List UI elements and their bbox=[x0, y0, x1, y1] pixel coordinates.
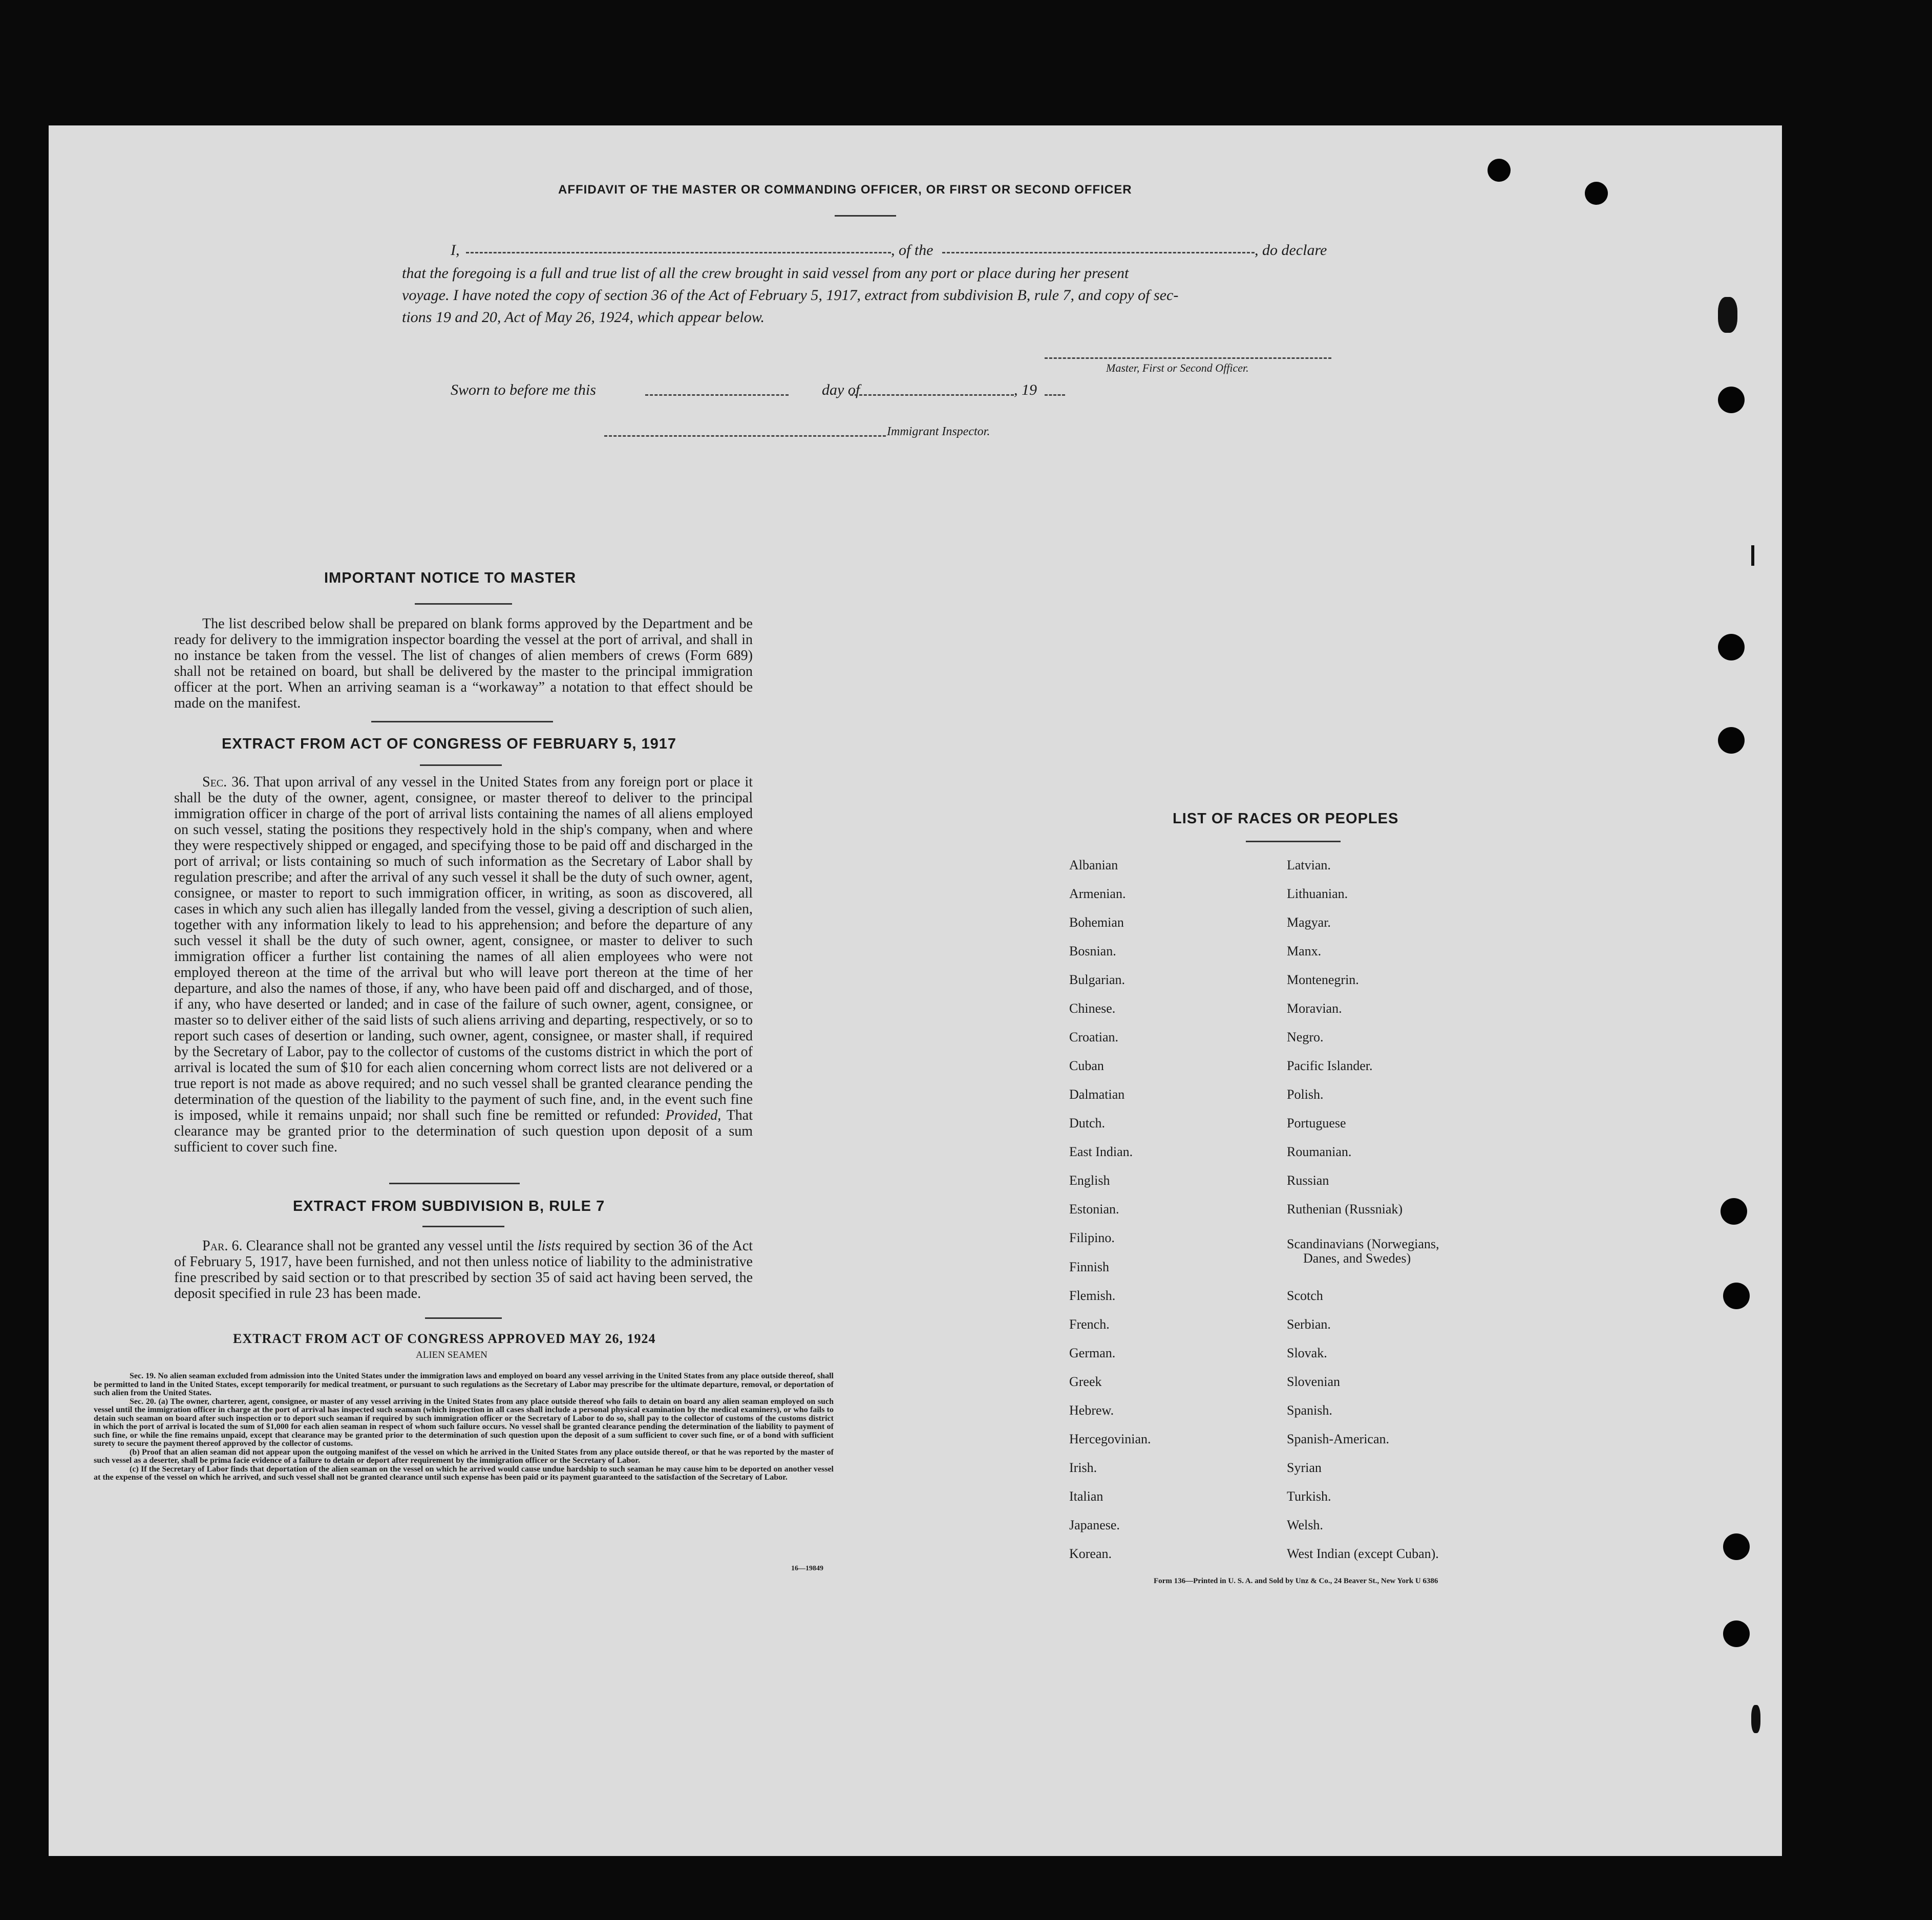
race-item: Scandinavians (Norwegians, bbox=[1287, 1236, 1439, 1251]
race-item: Pacific Islander. bbox=[1287, 1058, 1373, 1073]
section-19: Sec. 19. No alien seaman excluded from admission into the United States under the immigration laws and employed on board any vessel arriving in the United States from any place outside thereof, shall be permitted to land in the United States, except temporarily for medical treatment, or pursuant to such regulations as the Secretary of Labor may prescribe for the ultimate departure, removal, or deportation of such alien from the United States. bbox=[94, 1372, 834, 1397]
race-item: Filipino. bbox=[1069, 1230, 1115, 1245]
race-item: Danes, and Swedes) bbox=[1303, 1251, 1411, 1266]
race-item: Roumanian. bbox=[1287, 1144, 1352, 1159]
year-text: , 19 bbox=[1014, 381, 1037, 398]
race-item: Bohemian bbox=[1069, 915, 1124, 930]
race-item: Syrian bbox=[1287, 1460, 1322, 1475]
notice-title: IMPORTANT NOTICE TO MASTER bbox=[324, 570, 577, 586]
divider bbox=[420, 764, 502, 766]
inspector-line bbox=[604, 435, 886, 437]
divider bbox=[422, 1226, 504, 1227]
punch-hole bbox=[1585, 182, 1608, 205]
edge-mark bbox=[1718, 297, 1737, 333]
race-item: Chinese. bbox=[1069, 1001, 1116, 1016]
race-item: Bosnian. bbox=[1069, 944, 1116, 958]
race-item: Slovak. bbox=[1287, 1346, 1327, 1360]
race-item: Manx. bbox=[1287, 944, 1322, 958]
affidavit-line2: that the foregoing is a full and true list of all the crew brought in said vessel from any port or place during her present bbox=[402, 265, 1129, 282]
edge-mark bbox=[1751, 1705, 1760, 1733]
race-item: Portuguese bbox=[1287, 1116, 1346, 1130]
race-item: Lithuanian. bbox=[1287, 886, 1348, 901]
race-item: Finnish bbox=[1069, 1260, 1110, 1274]
punch-hole bbox=[1721, 1198, 1747, 1225]
divider bbox=[835, 215, 896, 217]
race-item: Armenian. bbox=[1069, 886, 1126, 901]
punch-hole bbox=[1488, 159, 1511, 182]
race-item: Polish. bbox=[1287, 1087, 1324, 1102]
race-item: Russian bbox=[1287, 1173, 1329, 1188]
race-item: Korean. bbox=[1069, 1546, 1112, 1561]
punch-hole bbox=[1723, 1283, 1750, 1309]
extract-1917-text bbox=[174, 774, 753, 1155]
affidavit-line4: tions 19 and 20, Act of May 26, 1924, which appear below. bbox=[402, 309, 765, 326]
race-item: Montenegrin. bbox=[1287, 972, 1359, 987]
race-item: Negro. bbox=[1287, 1030, 1324, 1044]
race-item: Estonian. bbox=[1069, 1202, 1119, 1217]
extract-1924-title: EXTRACT FROM ACT OF CONGRESS APPROVED MAY 26, 1924 bbox=[233, 1331, 656, 1346]
race-item: Irish. bbox=[1069, 1460, 1097, 1475]
divider bbox=[415, 603, 512, 605]
affidavit-of-the: , of the bbox=[891, 242, 933, 259]
affidavit-title: AFFIDAVIT OF THE MASTER OR COMMANDING OFFICER, OR FIRST OR SECOND OFFICER bbox=[558, 183, 1132, 197]
day-of-text: day of bbox=[822, 381, 860, 398]
rule7-body-a: Clearance shall not be granted any vessel until the bbox=[246, 1238, 534, 1254]
race-item: Flemish. bbox=[1069, 1288, 1116, 1303]
form-code: 16—19849 bbox=[791, 1565, 823, 1572]
divider bbox=[389, 1183, 520, 1184]
master-signature-label: Master, First or Second Officer. bbox=[1106, 361, 1249, 374]
punch-hole bbox=[1718, 727, 1745, 754]
race-item: Welsh. bbox=[1287, 1518, 1323, 1532]
race-item: Slovenian bbox=[1287, 1374, 1340, 1389]
provided-word: Provided, bbox=[665, 1107, 721, 1123]
race-item: Scotch bbox=[1287, 1288, 1323, 1303]
race-item: Cuban bbox=[1069, 1058, 1104, 1073]
notice-text: The list described below shall be prepared on blank forms approved by the Department and be ready for delivery to the immigration inspector boarding the vessel at the port of arrival, and shall in no instance be taken from the vessel. The list of changes of alien members of crews (Form 689) shall not be retained on board, but shall be delivered by the master to the principal immigration officer at the port. When an arriving seaman is a “workaway” a notation to that effect should be made on the manifest. bbox=[174, 616, 753, 711]
race-item: Spanish. bbox=[1287, 1403, 1332, 1418]
races-title: LIST OF RACES OR PEOPLES bbox=[1173, 810, 1399, 827]
rule7-body-b: required by section 36 of the Act of February 5, 1917, have been furnished, and not then unless notice of liability to the administrative fine prescribed by said section or to that prescribed by section 35 of said act having been served, the deposit specified in rule 23 has been made. bbox=[174, 1238, 753, 1302]
edge-mark bbox=[1751, 545, 1754, 566]
section-36-body: That upon arrival of any vessel in the United States from any foreign port or place it shall be the duty of the owner, agent, consignee, or master thereof to deliver to the principal immigration officer in charge of the port of arrival lists containing the names of all aliens employed on such vessel, stating the positions they respectively hold in the ship's company, when and where they were respectively shipped or engaged, and specifying those to be paid off and discharged in the port of arrival; or lists containing so much of such information as the Secretary of Labor shall by regulation prescribe; and after the arrival of any such vessel it shall be the duty of such owner, agent, consignee, or master to report to such immigration officer, in writing, as soon as discovered, all cases in which any such alien has illegally landed from the vessel, giving a description of such alien, together with any information likely to lead to his apprehension; and before the departure of any such vessel it shall be the duty of such owner, agent, consignee, or master to deliver to such immigration officer a further list containing the names of all alien employees who were not employed thereon at the time of the arrival but who will leave port thereon at the time of her departure, and also the names of those, if any, who have been paid off and discharged, and of those, if any, who have deserted or landed; and in case of the failure of such owner, agent, consignee, or master so to deliver either of the said lists of such aliens arriving and departing, respectively, or so to report such cases of desertion or landing, such owner, agent, consignee, or master shall, if required by the Secretary of Labor, pay to the collector of customs of the customs district in which the port of arrival is located the sum of $10 for each alien concerning whom correct lists are not delivered or a true report is not made as above required; and no such vessel shall be granted clearance pending the determination of the question of the liability to the payment of such fine, and, in the event such fine is imposed, while it remains unpaid; nor shall such fine be remitted or refunded: bbox=[174, 774, 753, 1123]
race-item: Bulgarian. bbox=[1069, 972, 1126, 987]
race-item: Ruthenian (Russniak) bbox=[1287, 1202, 1403, 1217]
extract-1924-subtitle: ALIEN SEAMEN bbox=[416, 1350, 487, 1360]
punch-hole bbox=[1723, 1533, 1750, 1560]
race-item: Dalmatian bbox=[1069, 1087, 1125, 1102]
rule7-title: EXTRACT FROM SUBDIVISION B, RULE 7 bbox=[293, 1198, 605, 1214]
section-20a: Sec. 20. (a) The owner, charterer, agent, consignee, or master of any vessel arriving in the United States from any place outside thereof who fails to detain on board any alien seaman employed on such vessel until the immigration officer in charge at the port of arrival has inspected such seaman (which inspection in all cases shall include a personal physical examination by the medical examiners), or who fails to detain such seaman on board after such inspection or to deport such seaman if required by such immigration officer or the Secretary of Labor to do so, shall pay to the collector of customs of the customs district in which the port of arrival is located the sum of $1,000 for each alien seaman in respect of whom such failure occurs. No vessel shall be granted clearance pending the determination of the liability to payment of such fine, or while the fine remains unpaid, except that clearance may be granted prior to the determination of such question upon the deposit of a sum sufficient to cover such fine, or of a bond with sufficient surety to secure the payment thereof approved by the collector of customs. bbox=[94, 1397, 834, 1448]
punch-hole bbox=[1718, 387, 1745, 413]
section-20b: (b) Proof that an alien seaman did not appear upon the outgoing manifest of the vessel on which he arrived in the United States from any place outside thereof, or that he was reported by the master of such vessel as a deserter, shall be prima facie evidence of a failure to detain or deport after requirement by the immigration officer or the Secretary of Labor. bbox=[94, 1447, 834, 1465]
extract-1924-text bbox=[94, 1372, 834, 1482]
race-item: Greek bbox=[1069, 1374, 1102, 1389]
race-item: Dutch. bbox=[1069, 1116, 1106, 1130]
race-item: Moravian. bbox=[1287, 1001, 1342, 1016]
race-item: Serbian. bbox=[1287, 1317, 1331, 1332]
race-item: East Indian. bbox=[1069, 1144, 1133, 1159]
footer-imprint: Form 136—Printed in U. S. A. and Sold by Unz & Co., 24 Beaver St., New York U 6386 bbox=[1154, 1577, 1438, 1585]
divider bbox=[371, 721, 553, 722]
master-signature-line bbox=[1045, 357, 1331, 359]
inspector-label: Immigrant Inspector. bbox=[887, 425, 990, 438]
affidavit-line3: voyage. I have noted the copy of section 36 of the Act of February 5, 1917, extract from subdivision B, rule 7, and copy of sec- bbox=[402, 287, 1179, 304]
race-item: Hebrew. bbox=[1069, 1403, 1114, 1418]
race-item: German. bbox=[1069, 1346, 1116, 1360]
year-line bbox=[1045, 394, 1065, 396]
divider bbox=[425, 1317, 502, 1319]
punch-hole bbox=[1718, 634, 1745, 660]
race-item: Turkish. bbox=[1287, 1489, 1331, 1504]
race-item: Hercegovinian. bbox=[1069, 1432, 1151, 1446]
section-20c: (c) If the Secretary of Labor finds that deportation of the alien seaman on the vessel on which he arrived would cause undue hardship to such seaman he may cause him to be deported on another vessel at the expense of the vessel on which he arrived, and such vessel shall not be granted clearance until such expense has been paid or its payment guaranteed to the satisfaction of the Secretary of Labor. bbox=[94, 1464, 834, 1482]
race-item: English bbox=[1069, 1173, 1110, 1188]
lists-word: lists bbox=[538, 1238, 561, 1254]
month-line bbox=[850, 394, 1014, 396]
race-item: West Indian (except Cuban). bbox=[1287, 1546, 1439, 1561]
race-item: Spanish-American. bbox=[1287, 1432, 1390, 1446]
race-item: Latvian. bbox=[1287, 858, 1331, 872]
divider bbox=[1246, 841, 1341, 842]
race-item: Croatian. bbox=[1069, 1030, 1119, 1044]
punch-hole bbox=[1723, 1620, 1750, 1647]
vessel-line bbox=[942, 252, 1255, 253]
race-item: French. bbox=[1069, 1317, 1110, 1332]
affidavit-i: I, bbox=[451, 242, 460, 259]
race-item: Albanian bbox=[1069, 858, 1118, 872]
race-item: Magyar. bbox=[1287, 915, 1331, 930]
rule7-text bbox=[174, 1238, 753, 1302]
race-item: Japanese. bbox=[1069, 1518, 1120, 1532]
affidavit-do-declare: , do declare bbox=[1255, 242, 1327, 259]
race-item: Italian bbox=[1069, 1489, 1103, 1504]
day-line bbox=[645, 394, 789, 396]
name-line bbox=[466, 252, 891, 253]
section-36-end: That clearance may be granted prior to the determination of such question upon deposit of a sum sufficient to cover such fine. bbox=[174, 1107, 753, 1155]
sworn-text: Sworn to before me this bbox=[451, 381, 596, 398]
paragraph-number: Par. 6. bbox=[202, 1238, 243, 1254]
extract-1917-title: EXTRACT FROM ACT OF CONGRESS OF FEBRUARY 5, 1917 bbox=[222, 736, 677, 752]
section-number: Sec. 36. bbox=[202, 774, 250, 790]
